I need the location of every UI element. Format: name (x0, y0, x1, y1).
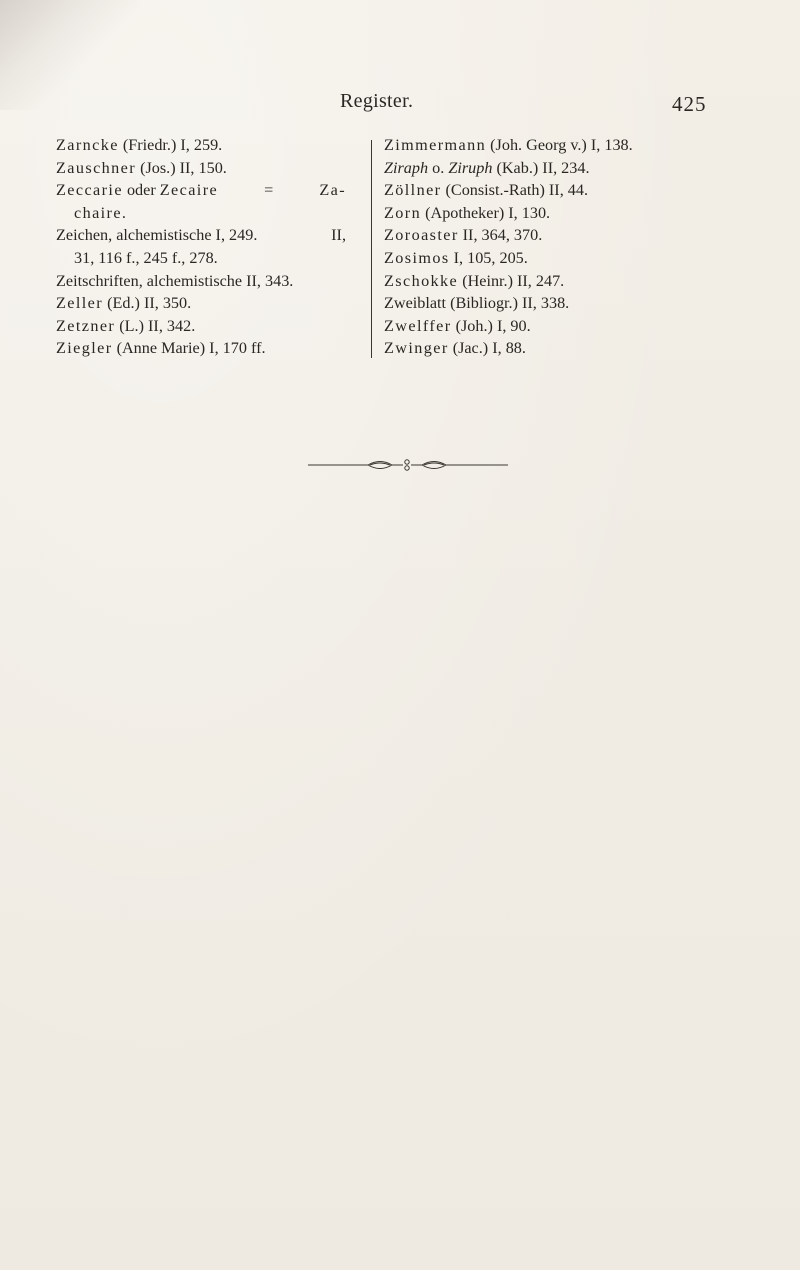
entry-name: Zwelffer (384, 316, 452, 335)
page-title: Register. (340, 90, 414, 112)
entry-name: Zeller (56, 294, 104, 313)
entry-name-alt: Zecaire (159, 181, 219, 200)
entry-name: Zeccarie (56, 181, 123, 200)
entry-name: Zimmermann (384, 136, 487, 154)
entry-name: Zwinger (384, 339, 449, 358)
entry-name: Zöllner (384, 181, 442, 200)
page-number: 425 (672, 92, 707, 116)
entry-ref: (Jos.) II, 150. (136, 158, 227, 177)
entry-ref: (Ed.) II, 350. (103, 294, 192, 313)
index-entry (384, 247, 714, 270)
entry-equals: = (260, 181, 278, 200)
index-column-right (384, 134, 714, 360)
entry-ref: (Consist.-Rath) II, 44. (441, 181, 589, 200)
entry-ref: (Jac.) I, 88. (448, 339, 526, 358)
index-entry (56, 292, 346, 315)
entry-name-italic: Ziraph (384, 158, 429, 177)
running-head (0, 90, 800, 120)
index-entry (56, 315, 346, 338)
index-entry (384, 202, 714, 225)
index-entry (384, 315, 714, 338)
index-entry (384, 292, 714, 315)
entry-ref-start: II, (331, 226, 346, 245)
entry-ref: (Joh. Georg v.) I, 138. (486, 136, 633, 154)
entry-text: Zeichen, alchemistische I, 249. (56, 226, 258, 245)
entry-ref: (Friedr.) I, 259. (118, 136, 223, 154)
entry-ref: (Kab.) II, 234. (492, 158, 590, 177)
index-entry (384, 270, 714, 293)
entry-name-italic: Ziruph (448, 158, 493, 177)
index-entry (384, 134, 714, 157)
index-entry (56, 224, 346, 247)
entry-name: Zschokke (384, 271, 459, 290)
index-entry (56, 157, 346, 180)
index-entry (56, 270, 346, 293)
index-column-left (56, 134, 346, 360)
index-entry (56, 134, 346, 157)
entry-connector: o. (428, 158, 449, 177)
end-ornament-icon (308, 455, 508, 475)
entry-continuation: chaire. (74, 203, 128, 222)
entry-connector: oder (122, 181, 160, 200)
index-entry (56, 337, 346, 360)
entry-ref: I, 105, 205. (449, 248, 528, 267)
entry-text: Zeitschriften, alchemistische II, 343. (56, 271, 294, 290)
entry-name: Zauschner (56, 158, 137, 177)
entry-name: Zosimos (384, 248, 450, 267)
entry-name: Zorn (384, 203, 422, 222)
entry-continuation: 31, 116 f., 245 f., 278. (74, 248, 218, 267)
entry-name: Ziegler (56, 339, 113, 358)
column-divider (371, 140, 372, 358)
index-entry (384, 179, 714, 202)
entry-text: Zweiblatt (Bibliogr.) II, 338. (384, 294, 570, 313)
entry-ref-start: Za- (319, 181, 346, 200)
entry-name: Zarncke (56, 136, 119, 154)
entry-ref: (L.) II, 342. (115, 316, 196, 335)
index-entry (384, 337, 714, 360)
entry-ref: (Heinr.) II, 247. (458, 271, 565, 290)
index-entry (384, 157, 714, 180)
entry-ref: (Apotheker) I, 130. (421, 203, 551, 222)
entry-ref: (Joh.) I, 90. (451, 316, 531, 335)
entry-ref: (Anne Marie) I, 170 ff. (112, 339, 266, 358)
index-entry (56, 179, 346, 202)
entry-name: Zoroaster (384, 226, 459, 245)
index-entry (384, 224, 714, 247)
entry-ref: II, 364, 370. (458, 226, 543, 245)
entry-name: Zetzner (56, 316, 116, 335)
